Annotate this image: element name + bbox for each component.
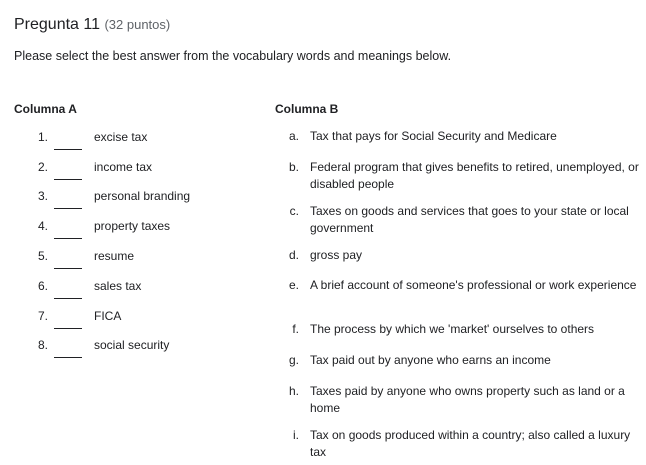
answer-blank[interactable] [54,149,82,150]
item-definition: Taxes paid by anyone who owns property such as land or a home [310,384,625,415]
item-term: FICA [94,309,122,323]
item-letter: b. [288,160,299,174]
item-term: excise tax [94,130,148,144]
item-letter: i. [293,428,299,442]
item-definition: Taxes on goods and services that goes to your state or local government [310,204,629,235]
item-definition: Tax on goods produced within a country; also called a luxury tax [310,428,631,459]
item-number: 1. [37,130,48,144]
item-term: property taxes [94,219,171,233]
item-definition: A brief account of someone's professional or work experience [310,278,637,292]
column-b-header: Columna B [275,102,339,116]
item-letter: c. [289,204,299,218]
item-term: personal branding [94,189,191,203]
item-number: 4. [37,219,48,233]
item-definition: Federal program that gives benefits to retired, unemployed, or disabled people [310,160,639,191]
item-number: 7. [37,309,48,323]
item-term: income tax [94,160,153,174]
item-number: 8. [37,338,48,352]
answer-blank[interactable] [54,238,82,239]
question-instructions: Please select the best answer from the vocabulary words and meanings below. [14,49,452,63]
question-title [14,16,170,34]
answer-blank[interactable] [54,179,82,180]
item-letter: f. [292,322,299,336]
item-number: 3. [37,189,48,203]
item-definition: Tax that pays for Social Security and Medicare [310,129,557,143]
question-points: (32 puntos) [104,17,171,32]
item-definition: gross pay [310,248,363,262]
item-letter: g. [288,353,299,367]
item-term: social security [94,338,170,352]
answer-blank[interactable] [54,268,82,269]
item-definition: Tax paid out by anyone who earns an income [310,353,551,367]
item-letter: h. [288,384,299,398]
question-title-text: Pregunta 11 [14,16,100,33]
answer-blank[interactable] [54,328,82,329]
item-letter: e. [288,278,299,292]
item-number: 6. [37,279,48,293]
column-a-header: Columna A [14,102,77,116]
answer-blank[interactable] [54,208,82,209]
item-number: 5. [37,249,48,263]
answer-blank[interactable] [54,357,82,358]
answer-blank[interactable] [54,298,82,299]
item-number: 2. [37,160,48,174]
item-term: resume [94,249,135,263]
item-letter: a. [288,129,299,143]
item-letter: d. [288,248,299,262]
item-term: sales tax [94,279,142,293]
item-definition: The process by which we 'market' ourselves to others [310,322,595,336]
